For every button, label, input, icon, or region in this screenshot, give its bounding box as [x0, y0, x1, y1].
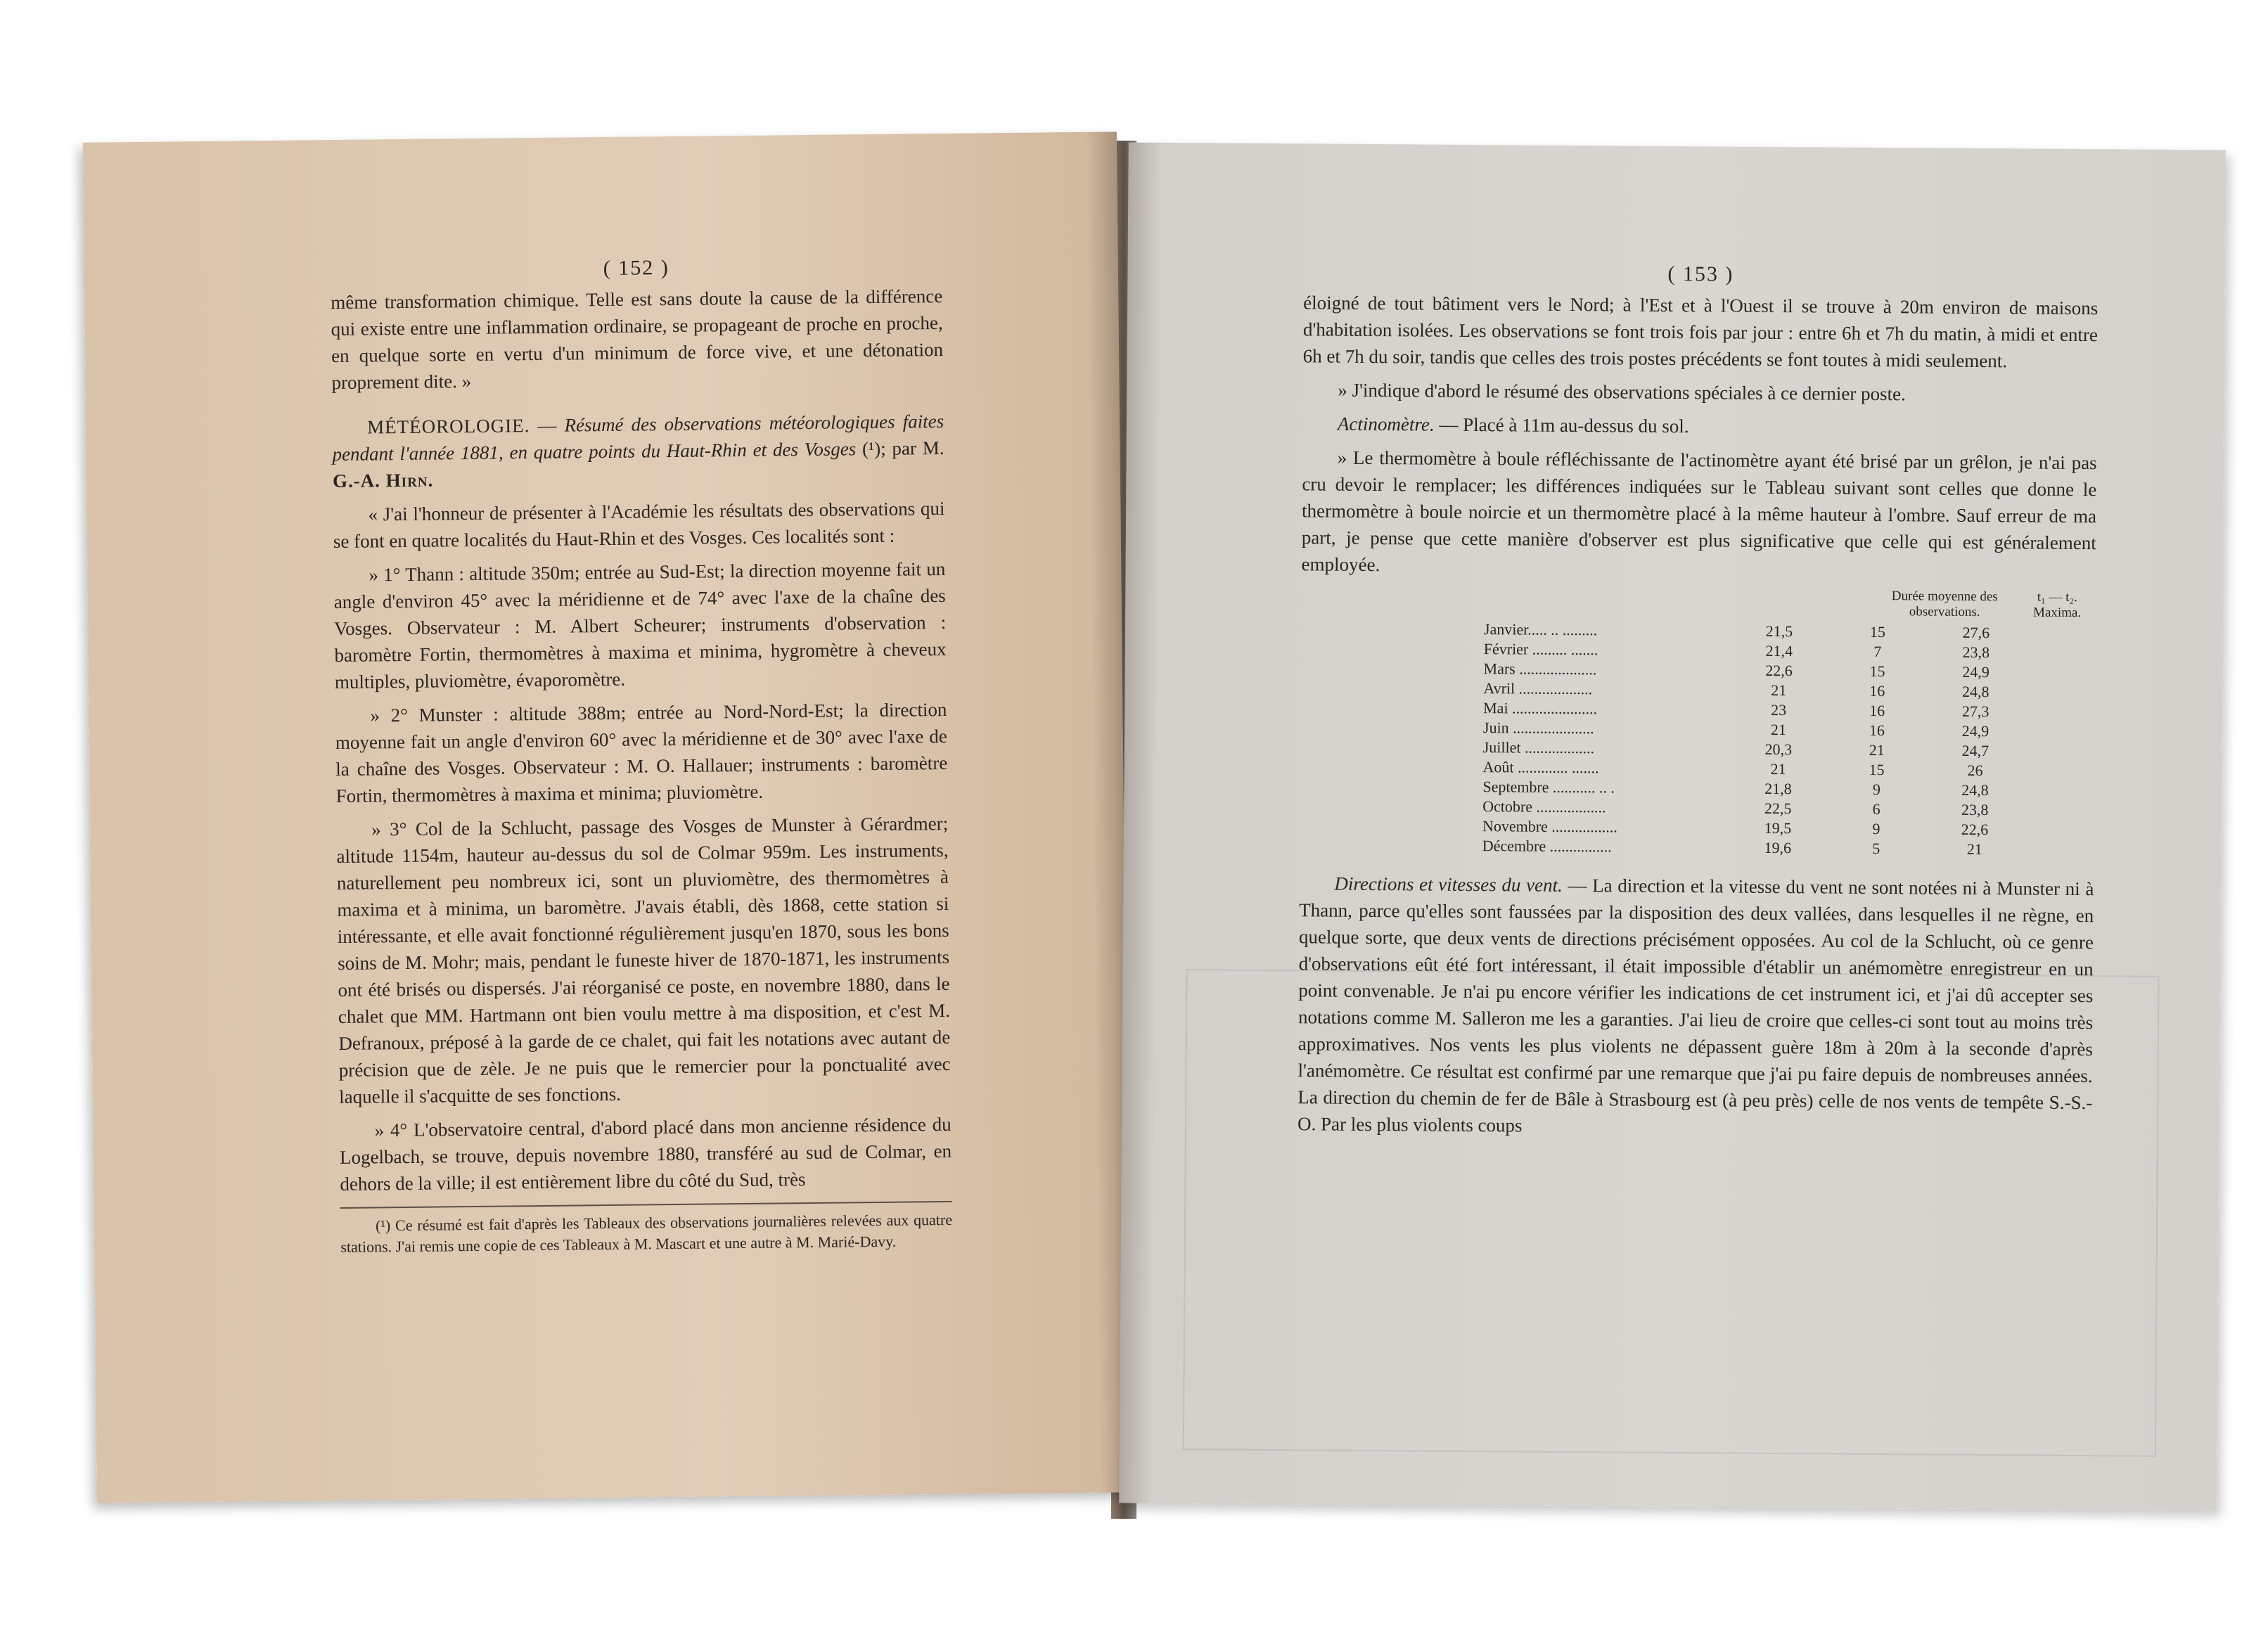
observations-table: [1475, 619, 2025, 859]
month-cell: Janvier..... .. .........: [1483, 620, 1598, 639]
value-cell: 21: [1966, 840, 1982, 859]
value-cell: 16: [1869, 681, 1885, 700]
right-paragraph-2: » J'indique d'abord le résumé des observations spéciales à ce dernier poste.: [1338, 379, 1906, 405]
value-cell: 16: [1869, 701, 1885, 720]
value-cell: 23,8: [1962, 643, 1990, 662]
value-cell: 5: [1872, 839, 1881, 858]
month-cell: Mars ....................: [1483, 660, 1597, 679]
left-paragraph-6: » 4° L'observatoire central, d'abord placé dans mon ancienne résidence du Logelbach, se trouve, depuis novembre 1880, transféré au sud de Colmar, en dehors de la ville; il est entièrement libre du côté du Sud, très: [339, 1113, 952, 1195]
left-paragraph-2: « J'ai l'honneur de présenter à l'Académie les résultats des observations qui se font en quatre localités du Haut-Rhin et des Vosges. Ces localités sont :: [333, 497, 945, 553]
value-cell: 7: [1873, 642, 1882, 661]
month-cell: Décembre ................: [1482, 837, 1612, 856]
footnote-rule: [340, 1201, 952, 1209]
actinometre-text: — Placé à 11m au-dessus du sol.: [1434, 413, 1689, 437]
heading-dash: —: [530, 414, 565, 437]
vent-paragraph: [1298, 870, 2094, 1143]
right-text-block: [1122, 259, 2225, 1151]
value-cell: 21,4: [1765, 641, 1793, 660]
month-cell: Juillet ..................: [1482, 738, 1595, 757]
actinometre-paragraph: [1302, 410, 2097, 442]
value-cell: 21,8: [1764, 779, 1792, 798]
month-cell: Octobre ..................: [1482, 797, 1606, 816]
value-cell: 24,7: [1961, 741, 1990, 760]
heading-note-ref: (¹): [856, 437, 881, 460]
right-paragraph-1: éloigné de tout bâtiment vers le Nord; à l'Est et à l'Ouest il se trouve à 20m environ de maisons d'habitation isolées. Les observations se font trois fois par jour : entre 6h et 7h du matin, à midi et entre 6h et 7h du soir, tandis que celles des trois postes précédents se font toutes à midi seulement.: [1302, 292, 2099, 372]
footnote-text: (¹) Ce résumé est fait d'après les Tableaux des observations journalières relevées aux quatre stations. J'ai remis une copie de ces Tableaux à M. Mascart et une autre à M. Marié-Davy.: [340, 1210, 953, 1256]
value-cell: 6: [1872, 799, 1881, 818]
value-cell: 22,6: [1961, 820, 1989, 839]
month-cell: Février ......... .......: [1483, 640, 1599, 659]
right-paragraph-3: » Le thermomètre à boule réfléchissante de l'actinomètre ayant été brisé par un grêlon, je n'ai pas cru devoir le remplacer; les différences indiquées sur le Tableau suivant sont celles que donne le thermomètre à boule noircie et un thermomètre placé à la même hauteur à l'ombre. Sauf erreur de ma part, je pense que cette manière d'observer est plus significative que celle qui est généralement employée.: [1301, 446, 2097, 576]
month-cell: Novembre .................: [1482, 817, 1617, 836]
right-page: [1119, 143, 2225, 1511]
header-duree: Durée moyenne des observations.: [1891, 589, 1998, 620]
heading-title: Résumé des observations météorologiques faites pendant l'année 1881, en quatre points du Haut-Rhin et des Vosges: [332, 410, 944, 465]
value-cell: 24,8: [1962, 682, 1990, 701]
header-maxima: t₁ — t₂. Maxima.: [2033, 589, 2082, 621]
left-paragraph-1: même transformation chimique. Telle est sans doute la cause de la différence qui existe entre une inflammation ordinaire, se propageant de proche en proche, en quelque sorte en vertu d'un minimum de force vive, et une détonation proprement dite. »: [331, 285, 944, 394]
left-paragraph-4: » 2° Munster : altitude 388m; entrée au Nord-Nord-Est; la direction moyenne fait un angle d'environ 60° avec la méridienne et de 30° avec l'axe de la chaîne des Vosges. Observateur : M. O. Hallauer; instruments : baromètre Fortin, thermomètres à maxima et minima; pluviomètre.: [335, 698, 948, 807]
heading-by: ; par M.: [880, 437, 944, 459]
value-cell: 21,5: [1765, 622, 1793, 641]
value-cell: 21: [1770, 720, 1787, 739]
left-text-block: [84, 251, 1129, 1267]
meteorology-heading: [332, 408, 944, 494]
value-cell: 15: [1869, 622, 1886, 641]
table-header: [1301, 584, 2096, 621]
left-paragraph-3: » 1° Thann : altitude 350m; entrée au Sud-Est; la direction moyenne fait un angle d'environ 45° avec la méridienne et de 74° avec l'axe de la chaîne des Vosges. Observateur : M. Albert Scheurer; instruments d'observation : baromètre Fortin, thermomètres à maxima et minima, hygromètre à cheveux multiples, pluviomètre, évaporomètre.: [333, 558, 947, 693]
value-cell: 27,3: [1961, 702, 1990, 721]
value-cell: 27,6: [1962, 623, 1990, 642]
month-cell: Avril ...................: [1483, 679, 1593, 698]
right-page-number: ( 153 ): [1667, 262, 1734, 286]
value-cell: 20,3: [1764, 740, 1793, 759]
value-cell: 19,5: [1764, 818, 1792, 837]
value-cell: 21: [1869, 740, 1885, 759]
table-row: [1475, 836, 2024, 859]
value-cell: 16: [1869, 721, 1885, 740]
value-cell: 24,8: [1961, 780, 1989, 799]
left-page-number: ( 152 ): [603, 256, 669, 281]
value-cell: 9: [1872, 819, 1881, 838]
footnote: [340, 1209, 953, 1258]
value-cell: 19,6: [1764, 838, 1792, 857]
month-cell: Mai ......................: [1483, 699, 1598, 718]
vent-label: Directions et vitesses du vent.: [1334, 873, 1563, 896]
left-page: [83, 131, 1131, 1503]
heading-author: G.-A. Hirn.: [332, 469, 434, 492]
month-cell: Septembre ........... .. .: [1482, 778, 1615, 797]
month-cell: Juin .....................: [1482, 719, 1594, 738]
value-cell: 22,6: [1765, 661, 1793, 680]
vent-text: — La direction et la vitesse du vent ne sont notées ni à Munster ni à Thann, parce qu'elles sont faussées par la disposition des deux vallées, dans lesquelles il ne règne, en quelque sorte, que deux vents de directions précisément opposées. Au col de la Schlucht, où ce genre d'observations eût été fort intéressant, il était impossible d'établir un anémomètre enregistreur en un point convenable. Je n'ai pu encore vérifier les indications de cet instrument ici, et j'ai dû accepter ses notations comme M. Salleron me les a garanties. J'ai lieu de croire que celles-ci sont tout au moins très approximatives. Nos vents les plus violents ne dépassent guère 18m à 20m à la seconde d'après l'anémomètre. Ce résultat est confirmé par une remarque que j'ai pu faire depuis de nombreuses années. La direction du chemin de fer de Bâle à Strasbourg est (à peu près) celle de nos vents de tempête S.-S.-O. Par les plus violents coups: [1297, 874, 2094, 1136]
value-cell: 9: [1872, 780, 1881, 799]
month-cell: Août ............. .......: [1482, 758, 1599, 777]
value-cell: 26: [1967, 761, 1983, 780]
value-cell: 24,9: [1962, 662, 1990, 681]
actinometre-label: Actinomètre.: [1337, 413, 1435, 435]
value-cell: 21: [1771, 681, 1787, 700]
observations-table-body: [1475, 619, 2025, 859]
value-cell: 15: [1869, 662, 1885, 681]
value-cell: 21: [1770, 759, 1786, 778]
value-cell: 24,9: [1961, 721, 1990, 740]
left-paragraph-5: » 3° Col de la Schlucht, passage des Vosges de Munster à Gérardmer; altitude 1154m, hauteur au-dessus du sol de Colmar 959m. Les instruments, naturellement peu nombreux ici, sont un pluviomètre, des thermomètres à maxima et à minima, un baromètre. J'avais établi, dès 1868, cette station si intéressante, et elle avait fonctionné régulièrement jusqu'en 1870, sous les bons soins de M. Mohr; mais, pendant le funeste hiver de 1870-1871, les instruments ont été brisés ou dispersés. J'ai réorganisé ce poste, en novembre 1880, dans le chalet que MM. Hartmann ont bien voulu mettre à ma disposition, et c'est M. Defranoux, préposé à la garde de ce chalet, qui fait les notations avec autant de précision que de zèle. Je ne puis que le remercier pour la ponctualité avec laquelle il s'acquitte de ses fonctions.: [336, 812, 951, 1108]
value-cell: 23: [1771, 700, 1787, 719]
heading-label: MÉTÉOROLOGIE.: [367, 415, 530, 438]
value-cell: 23,8: [1961, 800, 1989, 819]
value-cell: 15: [1869, 760, 1885, 779]
value-cell: 22,5: [1764, 799, 1792, 818]
